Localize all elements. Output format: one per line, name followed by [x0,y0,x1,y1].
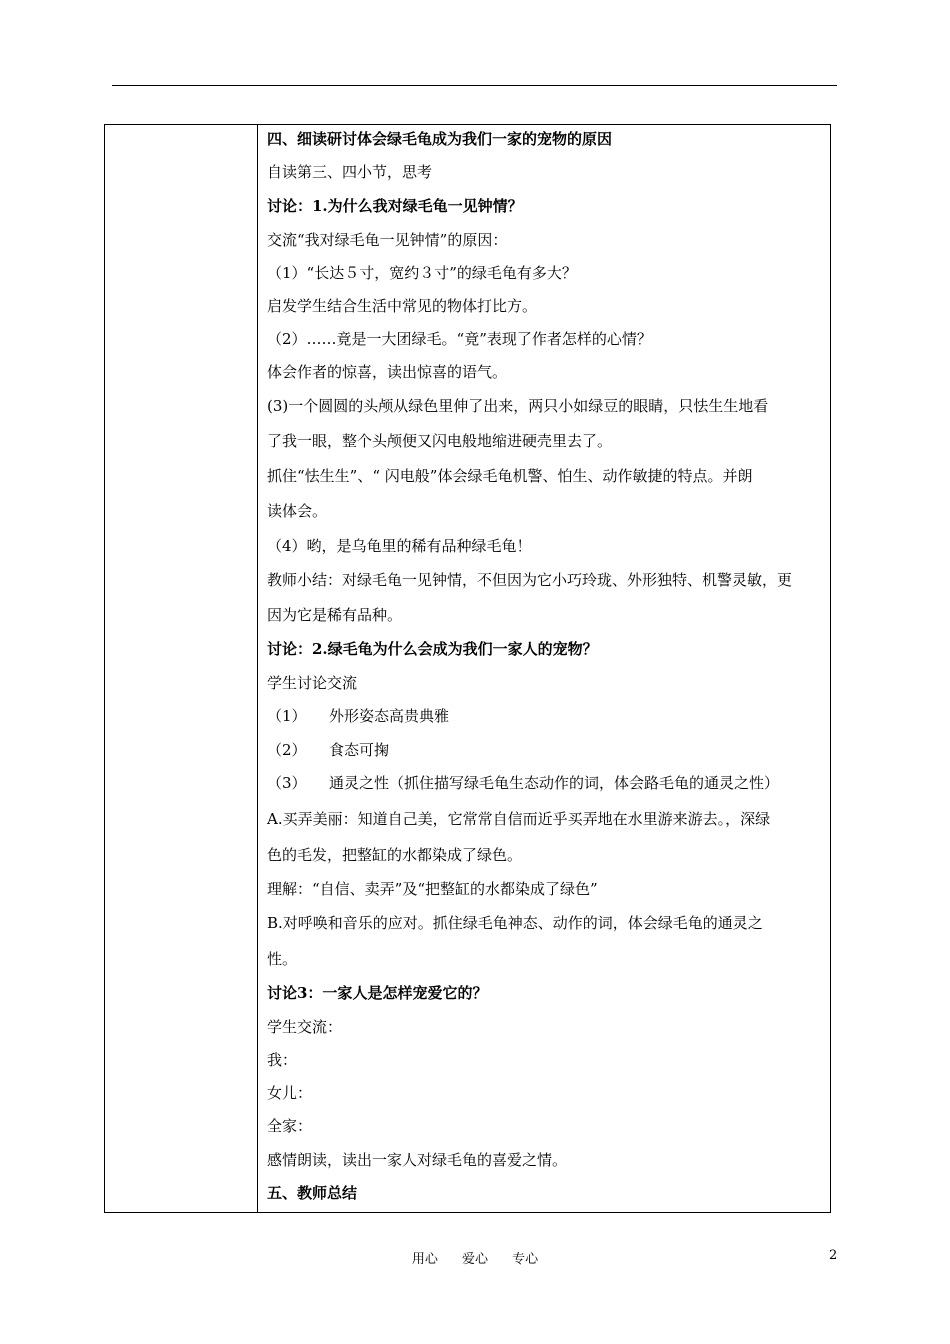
section-heading-4: 四、细读研讨体会绿毛龟成为我们一家的宠物的原因 [267,130,613,148]
text-line: 交流“我对绿毛龟一见钟情”的原因： [267,231,508,249]
text-line: 自读第三、四小节，思考 [267,163,433,181]
page-number: 2 [829,1248,838,1263]
list-item [267,740,389,760]
text-line: 教师小结：对绿毛龟一见钟情，不但因为它小巧玲珑、外形独特、机警灵敏，更 [267,571,793,589]
column-divider [257,125,258,1212]
text-line: 体会作者的惊喜，读出惊喜的语气。 [267,363,508,381]
list-text: 外形姿态高贵典雅 [329,707,450,725]
text-line: 读体会。 [267,502,328,520]
text-line: （2）……竟是一大团绿毛。“竟”表现了作者怎样的心情？ [267,330,652,348]
text-line: 学生讨论交流 [267,674,358,692]
list-item [267,773,779,793]
text-line: （4）哟，是乌龟里的稀有品种绿毛龟！ [267,537,532,555]
text-line: 了我一眼，整个头颅便又闪电般地缩进硬壳里去了。 [267,432,613,450]
text-line: A.买弄美丽：知道自己美，它常常自信而近乎买弄地在水里游来游去。，深绿 [267,810,771,828]
text-line: 色的毛发，把整缸的水都染成了绿色。 [267,846,523,864]
text-line: 启发学生结合生活中常见的物体打比方。 [267,297,538,315]
text-line: 学生交流： [267,1018,343,1036]
text-line: 全家： [267,1117,313,1135]
footer-text-2: 爱心 [461,1252,488,1267]
text-line: （1）“长达５寸，宽约３寸”的绿毛龟有多大？ [267,264,577,282]
text-line: 抓住“怯生生”、“ 闪电般”体会绿毛龟机警、怕生、动作敏捷的特点。并朗 [267,467,753,485]
text-line: (3)一个圆圆的头颅从绿色里伸了出来，两只小如绿豆的眼睛，只怯生生地看 [267,397,769,415]
text-line: 因为它是稀有品种。 [267,606,403,624]
list-text: 食态可掬 [329,741,390,759]
text-line: 性。 [267,950,298,968]
list-item [267,706,449,726]
footer-text-3: 专心 [512,1252,539,1267]
text-line: 女儿： [267,1084,313,1102]
list-marker: （1） [267,707,307,725]
list-text: 通灵之性（抓住描写绿毛龟生态动作的词，体会路毛龟的通灵之性） [329,774,780,792]
lesson-table [104,124,831,1213]
list-marker: （3） [267,774,307,792]
footer-text-1: 用心 [411,1252,438,1267]
discussion-heading-1: 讨论：1.为什么我对绿毛龟一见钟情？ [267,197,523,215]
discussion-heading-2: 讨论：2.绿毛龟为什么会成为我们一家人的宠物？ [267,640,598,658]
section-heading-5: 五、教师总结 [267,1184,358,1202]
header-rule [112,85,837,86]
discussion-heading-3: 讨论3：一家人是怎样宠爱它的？ [267,984,488,1002]
text-line: B.对呼唤和音乐的应对。抓住绿毛龟神态、动作的词，体会绿毛龟的通灵之 [267,914,763,932]
text-line: 理解：“自信、卖弄”及“把整缸的水都染成了绿色” [267,880,598,898]
list-marker: （2） [267,741,307,759]
page-footer [0,1248,950,1267]
text-line: 我： [267,1051,298,1069]
text-line: 感情朗读，读出一家人对绿毛龟的喜爱之情。 [267,1151,568,1169]
